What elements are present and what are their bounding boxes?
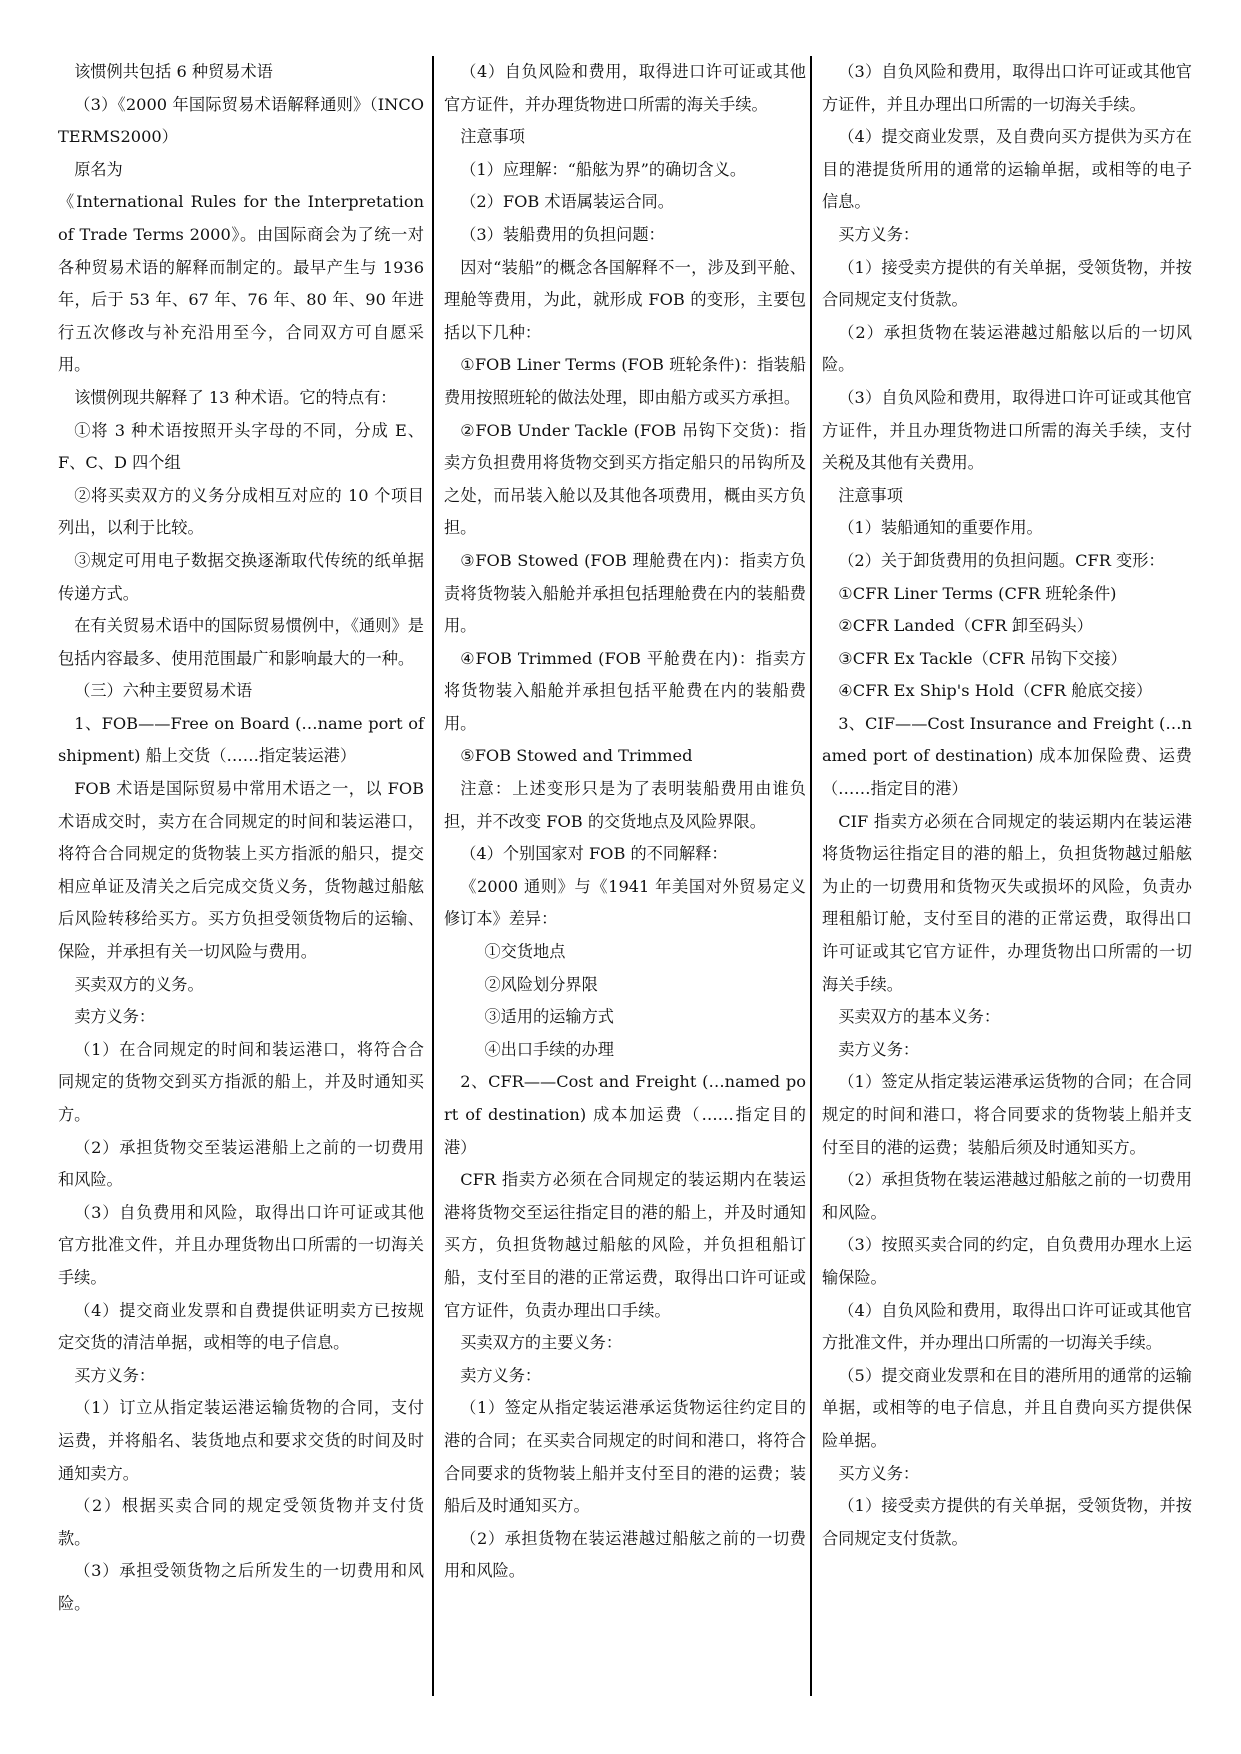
text-column-3 [816, 56, 1192, 1696]
paragraph: 3、CIF——Cost Insurance and Freight (…named port of destination) 成本加保险费、运费（……指定目的港） [822, 713, 1192, 799]
paragraph: ①CFR Liner Terms (CFR 班轮条件) [838, 583, 1117, 603]
paragraph: （1）装船通知的重要作用。 [838, 518, 1043, 538]
paragraph: （三）六种主要贸易术语 [74, 681, 253, 701]
paragraph: 买卖双方的义务。 [74, 974, 204, 994]
paragraph: （3）承担受领货物之后所发生的一切费用和风险。 [58, 1561, 424, 1613]
paragraph: （3）自负风险和费用，取得出口许可证或其他官方证件，并且办理出口所需的一切海关手续。 [822, 62, 1192, 114]
paragraph: 卖方义务： [838, 1039, 920, 1059]
paragraph: 注意：上述变形只是为了表明装船费用由谁负担，并不改变 FOB 的交货地点及风险界限。 [444, 779, 806, 831]
text-column-1 [58, 56, 428, 1696]
paragraph: 注意事项 [460, 127, 525, 147]
paragraph: （4）提交商业发票，及自费向买方提供为买方在目的港提货所用的通常的运输单据，或相等的电子信息。 [822, 127, 1192, 212]
paragraph: ③CFR Ex Tackle（CFR 吊钩下交接） [838, 648, 1127, 668]
paragraph: （1）应理解：“船舷为界”的确切含义。 [460, 159, 747, 179]
paragraph: （1）订立从指定装运港运输货物的合同，支付运费，并将船名、装货地点和要求交货的时间及时通知卖方。 [58, 1398, 424, 1483]
paragraph: （3）按照买卖合同的约定，自负费用办理水上运输保险。 [822, 1235, 1192, 1287]
paragraph: 《2000 通则》与《1941 年美国对外贸易定义修订本》差异： [444, 876, 806, 929]
paragraph: （4）自负风险和费用，取得出口许可证或其他官方批准文件，并办理出口所需的一切海关手续。 [822, 1300, 1192, 1353]
paragraph: （1）签定从指定装运港承运货物的合同；在合同规定的时间和港口，将合同要求的货物装上船并支付至目的港的运费；装船后须及时通知买方。 [822, 1072, 1192, 1157]
paragraph: （1）签定从指定装运港承运货物运往约定目的港的合同；在买卖合同规定的时间和港口，将符合合同要求的货物装上船并支付至目的港的运费；装船后及时通知买方。 [444, 1398, 806, 1516]
paragraph: （2）根据买卖合同的规定受领货物并支付货款。 [58, 1496, 424, 1548]
paragraph: ③FOB Stowed (FOB 理舱费在内)：指卖方负责将货物装入船舱并承担包括理舱费在内的装船费用。 [444, 550, 806, 636]
paragraph: ③适用的运输方式 [484, 1007, 614, 1027]
paragraph: （2）FOB 术语属装运合同。 [460, 192, 674, 212]
paragraph: （3）《2000 年国际贸易术语解释通则》（INCOTERMS2000） [58, 94, 424, 147]
paragraph: （1）接受卖方提供的有关单据，受领货物，并按合同规定支付货款。 [822, 257, 1192, 310]
paragraph: （3）自负费用和风险，取得出口许可证或其他官方批准文件，并且办理货物出口所需的一切海关手续。 [58, 1202, 424, 1287]
paragraph: ④CFR Ex Ship's Hold（CFR 舱底交接） [838, 681, 1153, 701]
paragraph: ①交货地点 [484, 942, 566, 962]
paragraph: （2）关于卸货费用的负担问题。CFR 变形： [838, 550, 1165, 570]
paragraph: 买卖双方的主要义务： [460, 1333, 623, 1353]
paragraph: FOB 术语是国际贸易中常用术语之一，以 FOB 术语成交时，卖方在合同规定的时间和装运港口，将符合合同规定的货物装上买方指派的船只，提交相应单证及清关之后完成交货义务，货物越过船舷后风险转移给买方。买方负担受领货物后的运输、保险，并承担有关一切风险与费用。 [58, 779, 424, 962]
paragraph: （2）承担货物在装运港越过船舷以后的一切风险。 [822, 322, 1192, 375]
paragraph: 1、FOB——Free on Board (…name port of shipment) 船上交货（……指定装运港） [58, 713, 424, 766]
column-divider-2 [810, 56, 812, 1696]
paragraph: 卖方义务： [460, 1365, 542, 1385]
paragraph: ②风险划分界限 [484, 974, 598, 994]
paragraph: （4）自负风险和费用，取得进口许可证或其他官方证件，并办理货物进口所需的海关手续。 [444, 62, 806, 114]
paragraph: 原名为 [74, 159, 123, 179]
document-page [58, 56, 1192, 1696]
paragraph: 该惯例现共解释了 13 种术语。它的特点有： [74, 387, 397, 407]
paragraph: 卖方义务： [74, 1007, 156, 1027]
paragraph: 该惯例共包括 6 种贸易术语 [74, 62, 273, 81]
paragraph: （5）提交商业发票和在目的港所用的通常的运输单据，或相等的电子信息，并且自费向买方提供保险单据。 [822, 1365, 1192, 1450]
paragraph: ①FOB Liner Terms (FOB 班轮条件)：指装船费用按照班轮的做法处理，即由船方或买方承担。 [444, 355, 806, 407]
paragraph: 2、CFR——Cost and Freight (…named port of destination) 成本加运费（……指定目的港） [444, 1072, 806, 1157]
text-column-2 [438, 56, 808, 1696]
paragraph: CFR 指卖方必须在合同规定的装运期内在装运港将货物交至运往指定目的港的船上，并及时通知买方，负担货物越过船舷的风险，并负担租船订船，支付至目的港的正常运费，取得出口许可证或官方证件，负责办理出口手续。 [444, 1170, 806, 1320]
paragraph: 《International Rules for the Interpretation of Trade Terms 2000》。由国际商会为了统一对各种贸易术语的解释而制定的。最早产生与 1936 年，后于 53 年、67 年、76 年、80 年、90 年进行五次修改与补充沿用至今，合同双方可自愿采用。 [58, 192, 424, 375]
paragraph: （2）承担货物在装运港越过船舷之前的一切费用和风险。 [444, 1528, 806, 1581]
paragraph: 在有关贸易术语中的国际贸易惯例中，《通则》是包括内容最多、使用范围最广和影响最大的一种。 [58, 616, 424, 668]
paragraph: ⑤FOB Stowed and Trimmed [460, 746, 693, 766]
paragraph: ④FOB Trimmed (FOB 平舱费在内)：指卖方将货物装入船舱并承担包括平舱费在内的装船费用。 [444, 648, 806, 733]
paragraph: 买方义务： [838, 1463, 920, 1483]
paragraph: 买方义务： [74, 1365, 156, 1385]
paragraph: ①将 3 种术语按照开头字母的不同，分成 E、F、C、D 四个组 [58, 420, 424, 473]
paragraph: （3）自负风险和费用，取得进口许可证或其他官方证件，并且办理货物进口所需的海关手续，支付关税及其他有关费用。 [822, 387, 1192, 473]
paragraph: （4）提交商业发票和自费提供证明卖方已按规定交货的清洁单据，或相等的电子信息。 [58, 1300, 424, 1353]
paragraph: 因对“装船”的概念各国解释不一，涉及到平舱、理舱等费用，为此，就形成 FOB 的变形，主要包括以下几种： [444, 257, 806, 342]
column-divider-1 [432, 56, 434, 1696]
paragraph: （2）承担货物在装运港越过船舷之前的一切费用和风险。 [822, 1170, 1192, 1222]
paragraph: 注意事项 [838, 485, 903, 505]
paragraph: （1）接受卖方提供的有关单据，受领货物，并按合同规定支付货款。 [822, 1496, 1192, 1548]
paragraph: 买方义务： [838, 224, 920, 244]
paragraph: ②将买卖双方的义务分成相互对应的 10 个项目列出，以利于比较。 [58, 485, 424, 538]
paragraph: （2）承担货物交至装运港船上之前的一切费用和风险。 [58, 1137, 424, 1190]
paragraph: ④出口手续的办理 [484, 1039, 614, 1059]
paragraph: 买卖双方的基本义务： [838, 1007, 1001, 1027]
paragraph: ③规定可用电子数据交换逐渐取代传统的纸单据传递方式。 [58, 550, 424, 603]
paragraph: CIF 指卖方必须在合同规定的装运期内在装运港将货物运往指定目的港的船上，负担货物越过船舷为止的一切费用和货物灭失或损坏的风险，负责办理租船订舱，支付至目的港的正常运费，取得出口许可证或其它官方证件，办理货物出口所需的一切海关手续。 [822, 811, 1192, 994]
paragraph: （4）个别国家对 FOB 的不同解释： [460, 844, 728, 864]
paragraph: ②FOB Under Tackle (FOB 吊钩下交货)：指卖方负担费用将货物交到买方指定船只的吊钩所及之处，而吊装入舱以及其他各项费用，概由买方负担。 [444, 420, 806, 538]
paragraph: （1）在合同规定的时间和装运港口，将符合合同规定的货物交到买方指派的船上，并及时通知买方。 [58, 1039, 424, 1124]
paragraph: ②CFR Landed（CFR 卸至码头） [838, 616, 1093, 636]
paragraph: （3）装船费用的负担问题： [460, 224, 665, 244]
